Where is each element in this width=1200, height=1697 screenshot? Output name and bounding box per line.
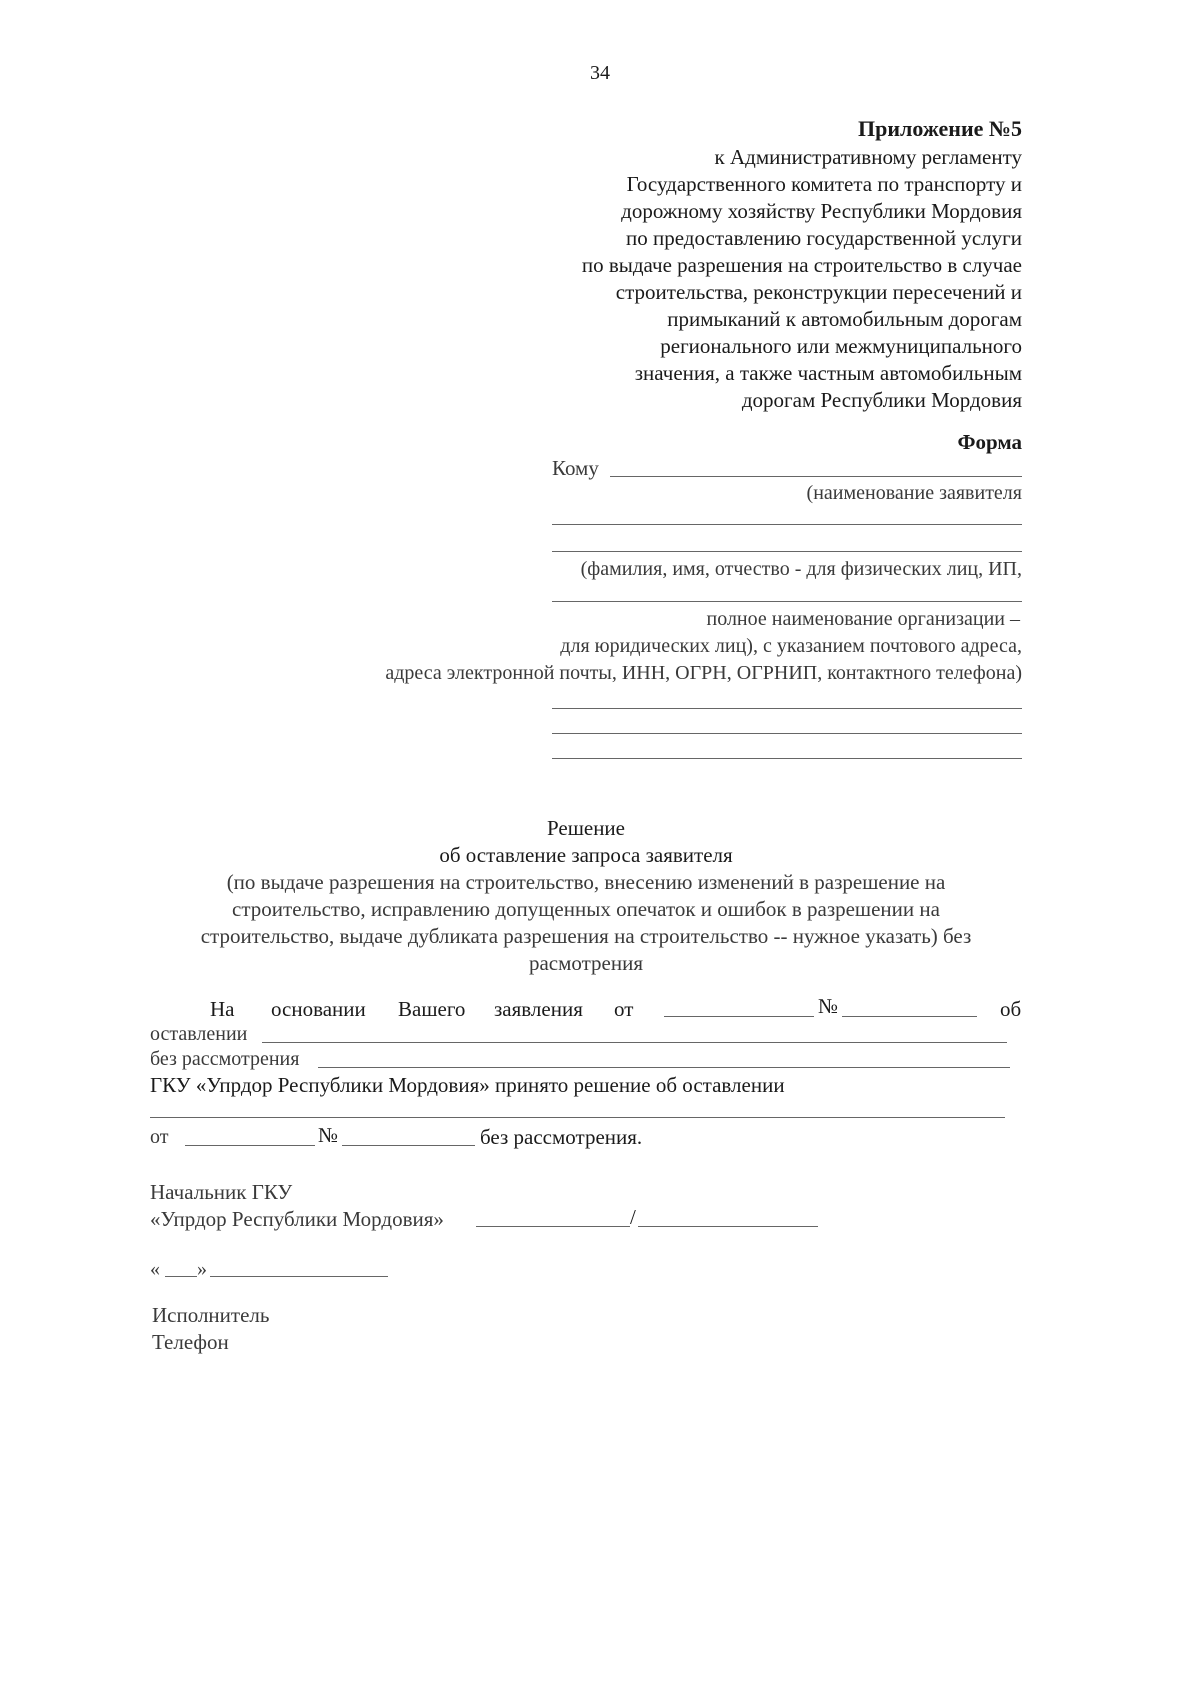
decision-scope-line: строительство, выдаче дубликата разрешения на строительство -- нужное указать) без — [200, 924, 972, 948]
recipient-line[interactable] — [552, 733, 1022, 734]
hint-fio: (фамилия, имя, отчество - для физических лиц, ИП, — [580, 558, 1022, 580]
decision-title: Решение — [546, 816, 625, 840]
signature-name-field[interactable] — [638, 1226, 818, 1227]
leaving-label: оставлении — [150, 1023, 248, 1045]
month-year-field[interactable] — [210, 1276, 388, 1277]
application-date-field[interactable] — [664, 1016, 814, 1017]
appendix-line: дорожному хозяйству Республики Мордовия — [621, 199, 1022, 223]
page-number: 34 — [590, 62, 610, 84]
appendix-line: по выдаче разрешения на строительство в случае — [581, 253, 1022, 277]
appendix-line: дорогам Республики Мордовия — [741, 388, 1022, 412]
appendix-line: строительства, реконструкции пересечений и — [615, 280, 1022, 304]
decision-date-field[interactable] — [185, 1145, 315, 1146]
recipient-line[interactable] — [552, 758, 1022, 759]
phone-label: Телефон — [152, 1330, 229, 1354]
decision-subtitle: об оставление запроса заявителя — [439, 843, 733, 867]
recipient-line[interactable] — [552, 601, 1022, 602]
decision-scope-line: (по выдаче разрешения на строительство, внесению изменений в разрешение на — [226, 870, 946, 894]
from-label: от — [150, 1126, 169, 1148]
signature-slash: / — [630, 1205, 636, 1229]
head-organization: «Упрдор Республики Мордовия» — [150, 1207, 444, 1231]
decision-scope-line: строительство, исправлению допущенных опечаток и ошибок в разрешении на — [232, 897, 940, 921]
application-number-field[interactable] — [842, 1016, 977, 1017]
hint-org-3: адреса электронной почты, ИНН, ОГРН, ОГРНИП, контактного телефона) — [385, 662, 1022, 684]
appendix-subtitle — [582, 144, 1022, 414]
appendix-line: значения, а также частным автомобильным — [634, 361, 1022, 385]
appendix-line: к Административному регламенту — [714, 145, 1022, 169]
appendix-line: регионального или межмуниципального — [660, 334, 1022, 358]
without-review-field[interactable] — [318, 1067, 1010, 1068]
body-word: основании — [271, 997, 366, 1021]
body-word: об — [1000, 997, 1022, 1021]
appendix-line: Государственного комитета по транспорту и — [626, 172, 1022, 196]
quote-close: » — [197, 1258, 207, 1280]
decision-detail-field[interactable] — [150, 1117, 1005, 1118]
recipient-name-line[interactable] — [610, 476, 1022, 477]
executor-label: Исполнитель — [152, 1303, 270, 1327]
recipient-line[interactable] — [552, 524, 1022, 525]
body-word: от — [614, 997, 634, 1021]
number-sign: № — [818, 994, 839, 1018]
body-word: заявления — [494, 997, 583, 1021]
recipient-line[interactable] — [552, 708, 1022, 709]
day-field[interactable] — [165, 1276, 197, 1277]
hint-org-2: для юридических лиц), с указанием почтового адреса, — [560, 635, 1022, 657]
signature-field[interactable] — [476, 1226, 630, 1227]
appendix-line: по предоставлению государственной услуги — [626, 226, 1022, 250]
head-title: Начальник ГКУ — [150, 1180, 293, 1204]
leaving-field[interactable] — [262, 1042, 1007, 1043]
hint-name: (наименование заявителя — [806, 482, 1022, 504]
form-label: Форма — [957, 430, 1022, 454]
decision-number-field[interactable] — [342, 1145, 475, 1146]
number-sign-2: № — [318, 1123, 339, 1147]
gku-decision-text: ГКУ «Упрдор Республики Мордовия» принято решение об оставлении — [150, 1073, 785, 1097]
decision-scope-line: расмотрения — [528, 951, 644, 975]
decision-block — [0, 815, 1172, 977]
appendix-title: Приложение №5 — [858, 116, 1022, 141]
hint-org-1: полное наименование организации – — [706, 608, 1020, 630]
quote-open: « — [150, 1258, 160, 1280]
recipient-line[interactable] — [552, 551, 1022, 552]
without-review-end: без рассмотрения. — [480, 1125, 643, 1149]
appendix-line: примыканий к автомобильным дорогам — [667, 307, 1022, 331]
body-word: Вашего — [398, 997, 466, 1021]
to-label: Кому — [552, 456, 599, 480]
body-word: На — [210, 997, 235, 1021]
without-review-label: без рассмотрения — [150, 1048, 300, 1070]
